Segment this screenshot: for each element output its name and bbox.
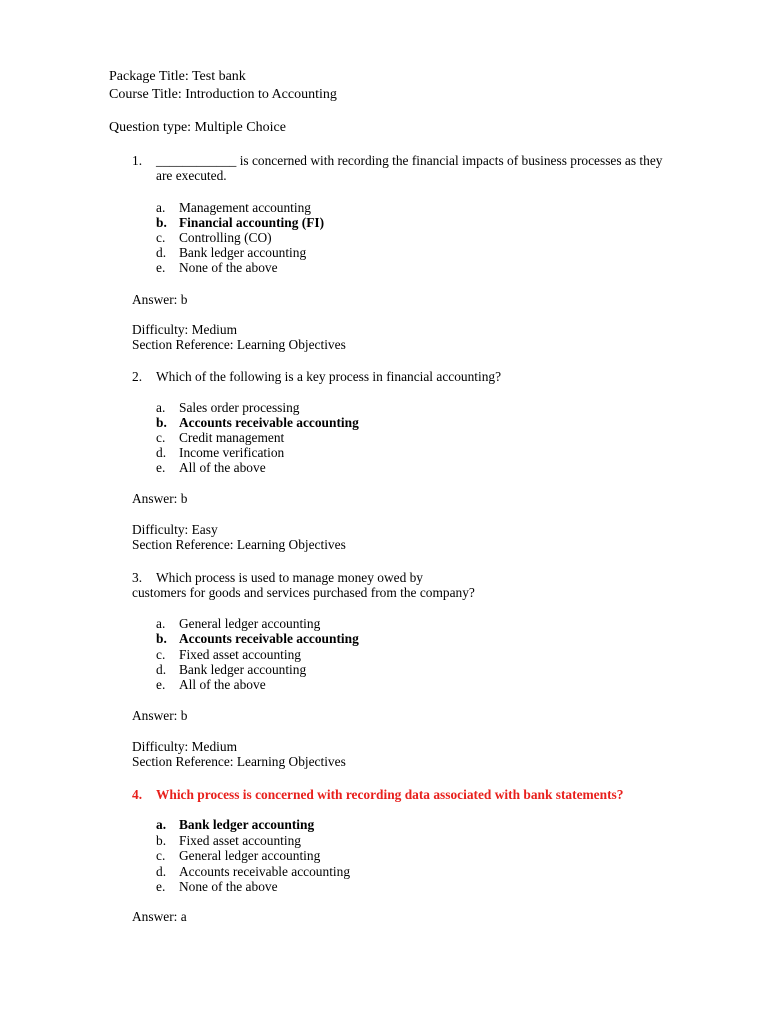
option-text-correct: Accounts receivable accounting bbox=[179, 631, 359, 646]
option-text: Fixed asset accounting bbox=[179, 833, 301, 848]
option-text: Bank ledger accounting bbox=[179, 245, 307, 260]
option-letter: b. bbox=[156, 833, 167, 848]
option-letter: a. bbox=[156, 200, 166, 215]
difficulty: Difficulty: Medium bbox=[132, 739, 238, 754]
option-letter: d. bbox=[156, 864, 167, 879]
option-letter-correct: a. bbox=[156, 817, 167, 832]
option-text: Bank ledger accounting bbox=[179, 662, 307, 677]
option-text: Fixed asset accounting bbox=[179, 647, 301, 662]
question-text-continued: customers for goods and services purchased from the company? bbox=[132, 585, 475, 600]
difficulty: Difficulty: Easy bbox=[132, 522, 218, 537]
question-type: Question type: Multiple Choice bbox=[109, 120, 286, 135]
option-letter-correct: b. bbox=[156, 215, 167, 230]
section-reference: Section Reference: Learning Objectives bbox=[132, 754, 346, 769]
option-text: Credit management bbox=[179, 430, 285, 445]
option-text: All of the above bbox=[179, 677, 266, 692]
question-text: ____________ is concerned with recording the financial impacts of business processes as they bbox=[156, 153, 663, 168]
question-number: 1. bbox=[132, 153, 143, 168]
answer: Answer: b bbox=[132, 292, 188, 307]
option-text: None of the above bbox=[179, 879, 278, 894]
section-reference: Section Reference: Learning Objectives bbox=[132, 537, 346, 552]
difficulty: Difficulty: Medium bbox=[132, 322, 238, 337]
option-letter: e. bbox=[156, 460, 166, 475]
option-letter: a. bbox=[156, 616, 166, 631]
answer: Answer: a bbox=[132, 909, 187, 924]
course-title: Course Title: Introduction to Accounting bbox=[109, 87, 337, 102]
option-text: All of the above bbox=[179, 460, 266, 475]
option-letter-correct: b. bbox=[156, 631, 167, 646]
question-text-continued: are executed. bbox=[156, 168, 227, 183]
option-letter: e. bbox=[156, 677, 166, 692]
question-text: Which of the following is a key process in financial accounting? bbox=[156, 369, 502, 384]
answer: Answer: b bbox=[132, 491, 188, 506]
option-letter: d. bbox=[156, 662, 167, 677]
option-letter: e. bbox=[156, 879, 166, 894]
question-number-highlighted: 4. bbox=[132, 787, 143, 802]
answer: Answer: b bbox=[132, 708, 188, 723]
option-text: Income verification bbox=[179, 445, 285, 460]
section-reference: Section Reference: Learning Objectives bbox=[132, 337, 346, 352]
option-text-correct: Bank ledger accounting bbox=[179, 817, 315, 832]
option-text: General ledger accounting bbox=[179, 616, 321, 631]
question-number: 3. bbox=[132, 570, 143, 585]
question-text: Which process is used to manage money owed by bbox=[156, 570, 424, 585]
option-text-correct: Accounts receivable accounting bbox=[179, 415, 359, 430]
option-text-correct: Financial accounting (FI) bbox=[179, 215, 325, 230]
option-letter: d. bbox=[156, 445, 167, 460]
option-text: Controlling (CO) bbox=[179, 230, 272, 245]
option-text: Sales order processing bbox=[179, 400, 300, 415]
option-letter: a. bbox=[156, 400, 166, 415]
option-text: None of the above bbox=[179, 260, 278, 275]
option-letter: c. bbox=[156, 848, 166, 863]
package-title: Package Title: Test bank bbox=[109, 69, 246, 84]
option-letter: c. bbox=[156, 647, 166, 662]
option-text: General ledger accounting bbox=[179, 848, 321, 863]
option-letter: e. bbox=[156, 260, 166, 275]
question-number: 2. bbox=[132, 369, 143, 384]
option-letter: c. bbox=[156, 430, 166, 445]
option-text: Management accounting bbox=[179, 200, 311, 215]
option-text: Accounts receivable accounting bbox=[179, 864, 351, 879]
option-letter: d. bbox=[156, 245, 167, 260]
question-text-highlighted: Which process is concerned with recording data associated with bank statements? bbox=[156, 787, 624, 802]
option-letter-correct: b. bbox=[156, 415, 167, 430]
option-letter: c. bbox=[156, 230, 166, 245]
